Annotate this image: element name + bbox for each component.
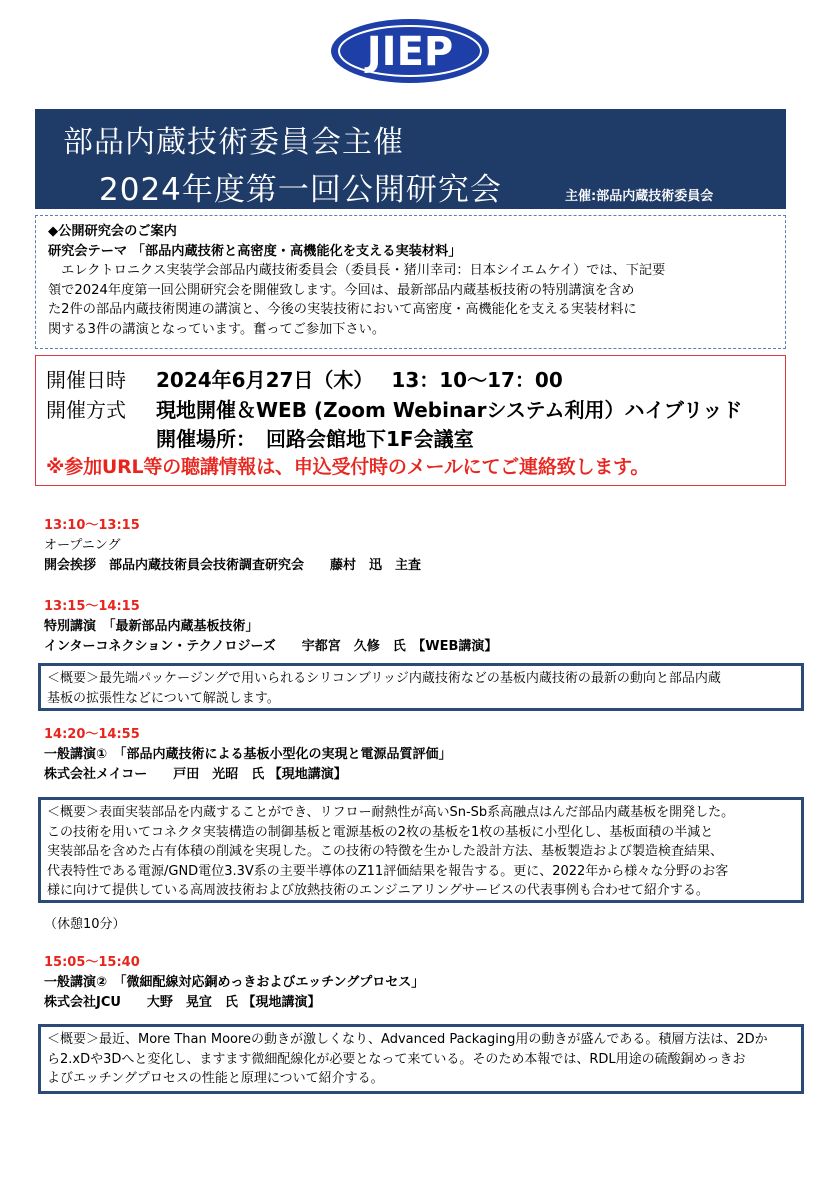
event-venue: 開催場所： 回路会館地下1F会議室 xyxy=(156,427,474,451)
date-label: 開催日時 xyxy=(46,368,126,392)
session-speaker: 株式会社メイコー 戸田 光昭 氏 【現地講演】 xyxy=(44,767,347,782)
session-opening xyxy=(44,516,421,576)
session-special-lecture xyxy=(44,597,497,657)
intro-heading: ◆公開研究会のご案内 xyxy=(48,224,177,239)
title-line-1: 部品内蔵技術委員会主催 xyxy=(63,125,404,160)
jiep-logo xyxy=(330,18,490,84)
session-title: 一般講演① 「部品内蔵技術による基板小型化の実現と電源品質評価」 xyxy=(44,747,452,762)
summary-box-general-2 xyxy=(38,1024,804,1094)
summary-line: ら2.xDや3Dへと変化し、ますます微細配線化が必要となって来ている。そのため本報では、RDL用途の硫酸銅めっきお xyxy=(47,1051,746,1067)
intro-line: 領で2024年度第一回公開研究会を開催致します。今回は、最新部品内蔵基板技術の特別講演を含め xyxy=(48,282,635,298)
event-method-row xyxy=(46,394,742,423)
intro-box xyxy=(35,215,786,349)
intro-line: た2件の部品内蔵技術関連の講演と、今後の実装技術において高密度・高機能化を支える実装材料に xyxy=(48,302,637,317)
summary-line: 実装部品を含めた占有体積の削減を実現した。この技術の特徴を生かした設計方法、基板製造および製造検査結果、 xyxy=(47,844,724,859)
title-line-2: 2024年度第一回公開研究会 xyxy=(99,172,502,208)
break-note: （休憩10分） xyxy=(44,917,126,932)
logo-text: JIEP xyxy=(366,29,454,75)
event-date: 2024年6月27日（木） xyxy=(156,368,374,392)
session-title: 一般講演② 「微細配線対応銅めっきおよびエッチングプロセス」 xyxy=(44,975,425,990)
research-theme: 研究会テーマ 「部品内蔵技術と高密度・高機能化を支える実装材料」 xyxy=(48,243,462,259)
session-title: オープニング xyxy=(44,538,121,553)
session-general-lecture-2 xyxy=(44,953,424,1013)
event-method: 現地開催＆WEB (Zoom Webinarシステム利用）ハイブリッド xyxy=(156,398,743,422)
session-time: 15:05〜15:40 xyxy=(44,955,140,970)
organizer-label: 主催:部品内蔵技術委員会 xyxy=(565,189,714,204)
summary-line: ＜概要＞最近、More Than Mooreの動きが激しくなり、Advanced Packaging用の動きが盛んである。積層方法は、2Dか xyxy=(47,1032,768,1047)
summary-line: この技術を用いてコネクタ実装構造の制御基板と電源基板の2枚の基板を1枚の基板に小型化し、基板面積の半減と xyxy=(47,824,714,840)
event-time: 13：10〜17：00 xyxy=(391,368,563,392)
method-label: 開催方式 xyxy=(46,398,126,422)
summary-box-general-1 xyxy=(38,797,804,903)
logo-emblem xyxy=(330,18,490,84)
event-date-row xyxy=(46,364,563,393)
event-info-box xyxy=(35,355,786,486)
session-time: 13:10〜13:15 xyxy=(44,518,140,533)
session-general-lecture-1 xyxy=(44,725,452,785)
session-speaker: インターコネクション・テクノロジーズ 宇都宮 久修 氏 【WEB講演】 xyxy=(44,639,498,654)
title-banner xyxy=(35,109,786,209)
summary-line: よびエッチングプロセスの性能と原理について紹介する。 xyxy=(47,1071,384,1086)
session-time: 14:20〜14:55 xyxy=(44,727,140,742)
summary-line: 代表特性である電源/GND電位3.3V系の主要半導体のZ11評価結果を報告する。更に、2022年から様々な分野のお客 xyxy=(47,863,729,879)
summary-line: ＜概要＞最先端パッケージングで用いられるシリコンブリッジ内蔵技術などの基板内蔵技術の最新の動向と部品内蔵 xyxy=(47,671,721,686)
summary-box-special xyxy=(38,663,804,711)
session-time: 13:15〜14:15 xyxy=(44,599,140,614)
summary-line: ＜概要＞表面実装部品を内蔵することができ、リフロー耐熱性が高いSn-Sb系高融点はんだ部品内蔵基板を開発した。 xyxy=(47,805,735,820)
summary-line: 基板の拡張性などについて解説します。 xyxy=(47,690,280,706)
session-speaker: 開会挨拶 部品内蔵技術員会技術調査研究会 藤村 迅 主査 xyxy=(44,558,422,573)
session-title: 特別講演 「最新部品内蔵基板技術」 xyxy=(44,619,259,634)
intro-line: 関する3件の講演となっています。奮ってご参加下さい。 xyxy=(48,321,386,337)
summary-line: 様に向けて提供している高周波技術および放熱技術のエンジニアリングサービスの代表事例も合わせて紹介する。 xyxy=(47,883,709,898)
intro-body xyxy=(48,261,775,339)
intro-line: エレクトロニクス実装学会部品内蔵技術委員会（委員長・猪川幸司：日本シイエムケイ）では、下記要 xyxy=(48,263,666,278)
session-speaker: 株式会社JCU 大野 晃宜 氏 【現地講演】 xyxy=(44,995,321,1010)
registration-notice: ※参加URL等の聴講情報は、申込受付時のメールにてご連絡致します。 xyxy=(46,456,650,478)
